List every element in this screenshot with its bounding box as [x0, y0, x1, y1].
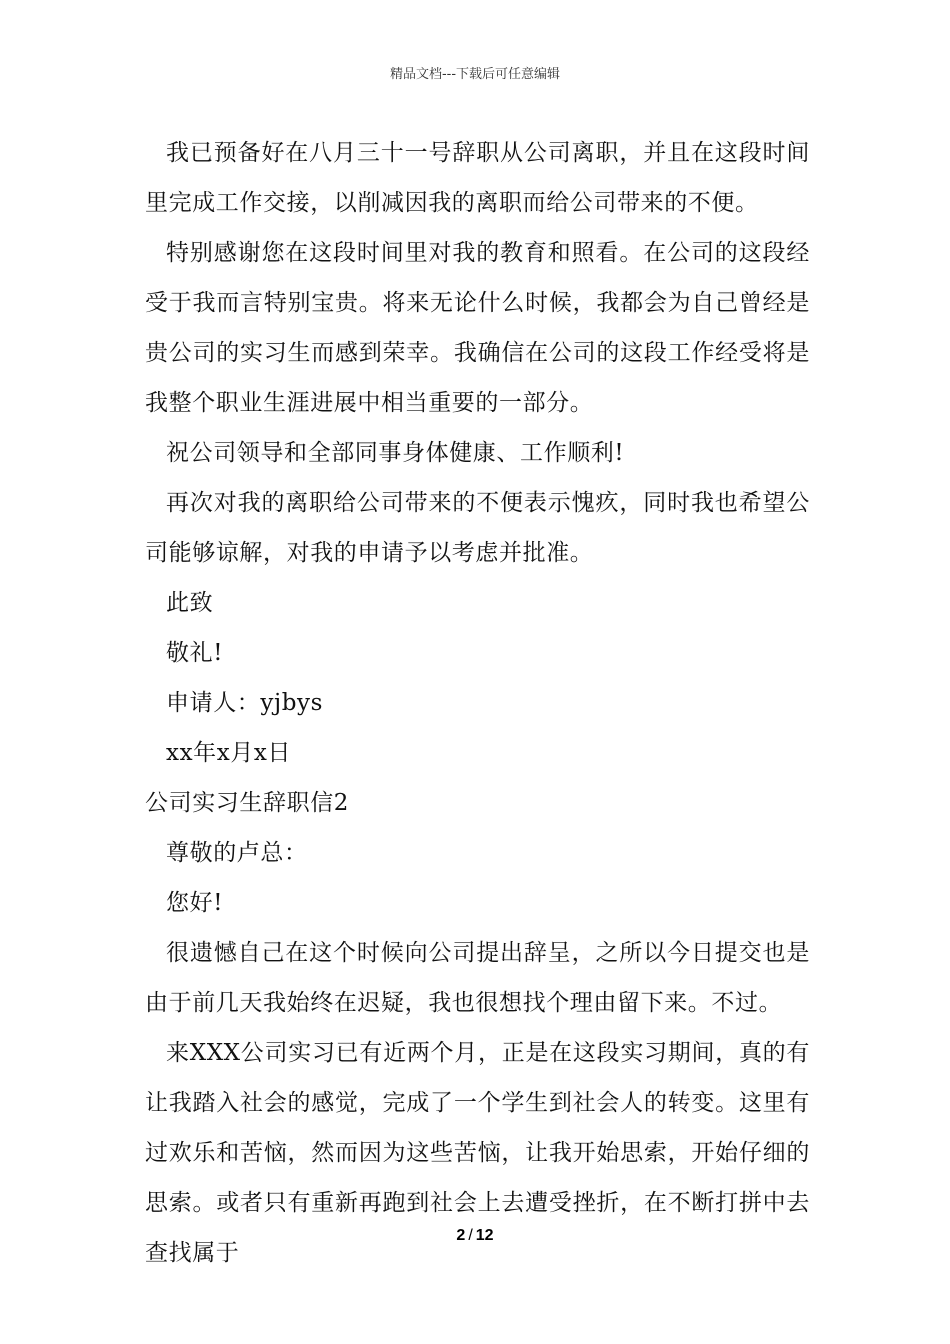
- total-page-count: 12: [475, 1227, 494, 1244]
- page-number: [0, 1224, 950, 1248]
- paragraph-apology: 再次对我的离职给公司带来的不便表示愧疚，同时我也希望公司能够谅解，对我的申请予以考虑并批准。: [145, 490, 810, 566]
- letter-date: xx年x月x日: [166, 740, 292, 766]
- letter-hello: 您好!: [166, 890, 224, 916]
- page-separator: /: [468, 1227, 473, 1244]
- closing-salutation: 此致: [166, 590, 214, 616]
- paragraph-resignation-date: 我已预备好在八月三十一号辞职从公司离职，并且在这段时间里完成工作交接，以削减因我的离职而给公司带来的不便。: [145, 140, 810, 216]
- closing-regards: 敬礼!: [166, 640, 224, 666]
- page-header: 精品文档---下载后可任意编辑: [389, 67, 561, 82]
- applicant-signature: 申请人：yjbys: [166, 690, 324, 716]
- current-page-number: 2: [456, 1227, 466, 1244]
- document-body: [145, 128, 810, 1278]
- paragraph-gratitude: 特别感谢您在这段时间里对我的教育和照看。在公司的这段经受于我而言特别宝贵。将来无论什么时候，我都会为自己曾经是贵公司的实习生而感到荣幸。我确信在公司的这段工作经受将是我整个职业生涯进展中相当重要的一部分。: [145, 240, 810, 416]
- section-title: 公司实习生辞职信2: [145, 790, 350, 816]
- paragraph-internship: 来XXX公司实习已有近两个月，正是在这段实习期间，真的有让我踏入社会的感觉，完成了一个学生到社会人的转变。这里有过欢乐和苦恼，然而因为这些苦恼，让我开始思索，开始仔细的思索。或者只有重新再跑到社会上去遭受挫折，在不断打拼中去查找属于: [145, 1040, 810, 1266]
- paragraph-wishes: 祝公司领导和全部同事身体健康、工作顺利!: [166, 440, 625, 466]
- letter-greeting: 尊敬的卢总：: [166, 840, 308, 866]
- paragraph-regret: 很遗憾自己在这个时候向公司提出辞呈，之所以今日提交也是由于前几天我始终在迟疑，我也很想找个理由留下来。不过。: [145, 940, 810, 1016]
